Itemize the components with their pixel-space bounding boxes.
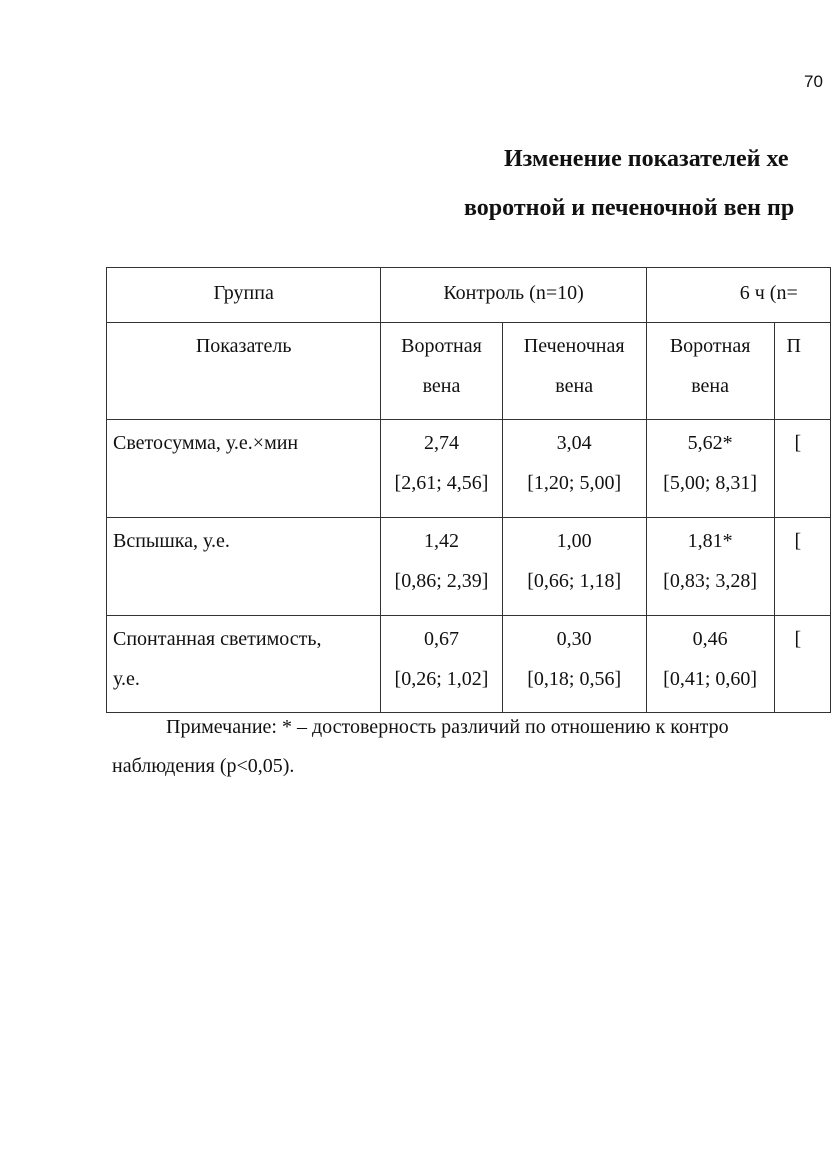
header-cell-hepatic-vein-6h: П xyxy=(774,323,831,420)
header-cell-portal-vein-6h: Воротная вена xyxy=(646,323,774,420)
header-row-group xyxy=(107,268,831,323)
row-label: Спонтанная светимость, у.е. xyxy=(107,616,381,713)
table-row xyxy=(107,616,831,713)
value-cell: 1,81* [0,83; 3,28] xyxy=(646,518,774,616)
row-label: Вспышка, у.е. xyxy=(107,518,381,616)
value-cell: 1,42 [0,86; 2,39] xyxy=(381,518,502,616)
value-cell: [ xyxy=(774,420,831,518)
value-cell: 1,00 [0,66; 1,18] xyxy=(502,518,646,616)
header-row-indicator xyxy=(107,323,831,420)
value-cell: 3,04 [1,20; 5,00] xyxy=(502,420,646,518)
value-cell: 0,30 [0,18; 0,56] xyxy=(502,616,646,713)
header-cell-portal-vein-control: Воротная вена xyxy=(381,323,502,420)
table-note-line-1: Примечание: * – достоверность различий по отношению к контро xyxy=(166,716,729,738)
table-title-line-2: воротной и печеночной вен пр xyxy=(464,195,795,221)
header-cell-6h: 6 ч (n= xyxy=(646,268,830,323)
data-table xyxy=(106,267,831,713)
header-cell-group: Группа xyxy=(107,268,381,323)
row-label: Светосумма, у.е.×мин xyxy=(107,420,381,518)
page-number: 70 xyxy=(804,72,823,91)
header-cell-control: Контроль (n=10) xyxy=(381,268,646,323)
table-row xyxy=(107,420,831,518)
table-title-line-1: Изменение показателей хе xyxy=(504,146,789,172)
value-cell: [ xyxy=(774,616,831,713)
value-cell: 0,46 [0,41; 0,60] xyxy=(646,616,774,713)
table-row xyxy=(107,518,831,616)
value-cell: [ xyxy=(774,518,831,616)
value-cell: 0,67 [0,26; 1,02] xyxy=(381,616,502,713)
header-cell-indicator: Показатель xyxy=(107,323,381,420)
header-cell-hepatic-vein-control: Печеночная вена xyxy=(502,323,646,420)
value-cell: 5,62* [5,00; 8,31] xyxy=(646,420,774,518)
value-cell: 2,74 [2,61; 4,56] xyxy=(381,420,502,518)
table-note-line-2: наблюдения (р<0,05). xyxy=(112,755,295,777)
